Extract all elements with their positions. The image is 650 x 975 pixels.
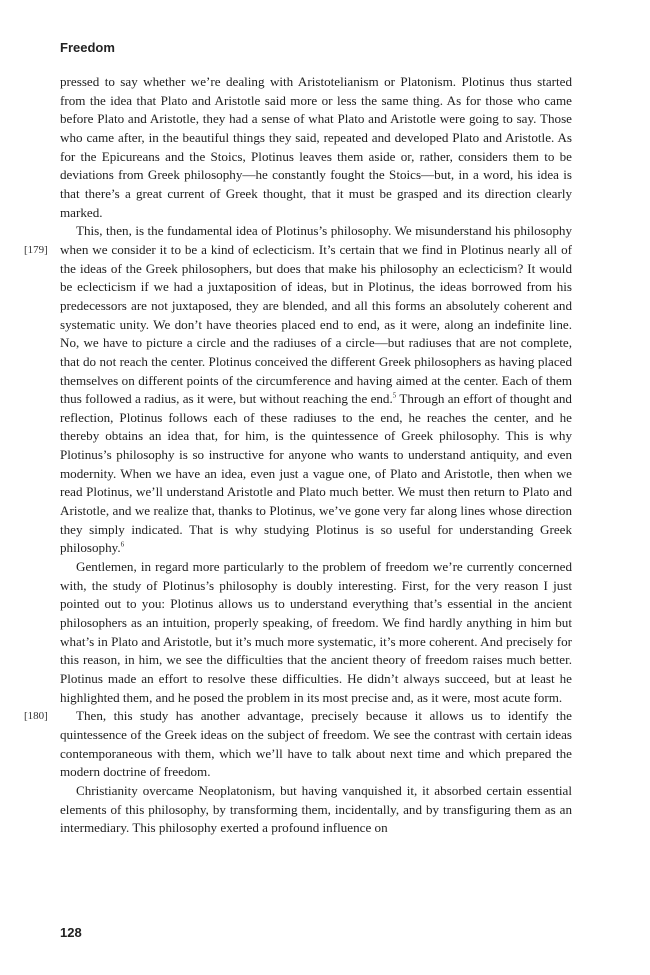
paragraph (24, 222, 572, 558)
page-number: 128 (60, 925, 82, 940)
paragraph: pressed to say whether we’re dealing with Aristotelianism or Platonism. Plotinus thus started from the idea that Plato and Aristotle said more or less the same thing. As for those who came before Plato and Aristotle, they had a sense of what Plato and Aristotle were going to say. Those who came after, in the beautiful things they said, repeated and developed Plato and Aristotle. As for the Epicureans and the Stoics, Plotinus leaves them aside or, rather, considers them to be deviations from Greek philosophy—he constantly fought the Stoics—but, in a word, his idea is that there’s a great current of Greek thought, that it must be grasped and its direction clearly marked. (60, 74, 572, 220)
paragraph-text: Then, this study has another advantage, precisely because it allows us to identify the quintessence of the Greek ideas on the subject of freedom. We see the contrast with certain ideas contemporaneous with them, which we’ll have to talk about next time and which prepared the modern doctrine of freedom. (60, 708, 572, 780)
paragraph-text: Through an effort of thought and reflection, Plotinus follows each of these radiuses to the end, he reaches the center, and he thereby obtains an idea that, for him, is the quintessence of Greek philosophy. This is why Plotinus’s philosophy is so instructive for anyone who wants to understand antiquity, and even modernity. When we have an idea, even just a vague one, of Plato and Aristotle, then when we read Plotinus, we’ll understand Aristotle and Plato much better. We must then return to Plato and Aristotle, and we realize that, thanks to Plotinus, we’ve gone very far along lines whose direction they simply indicated. That is why studying Plotinus is so useful for understanding Greek philosophy. (60, 391, 572, 556)
paragraph: Gentlemen, in regard more particularly to the problem of freedom we’re currently concerned with, the study of Plotinus’s philosophy is doubly interesting. First, for the very reason I just pointed out to you: Plotinus allows us to understand everything that’s essential in the ancient philosophers as an intuition, properly speaking, of freedom. We find hardly anything in him but what’s in Plato and Aristotle, but it’s much more systematic, it’s more coherent. And precisely for this reason, in him, we see the difficulties that the ancient theory of freedom raises much better. Plotinus made an effort to resolve these difficulties. He didn’t always succeed, but at least he highlighted them, and he posed the problem in its most precise and, as it were, most acute form. (60, 559, 572, 705)
footnote-ref: 5 (392, 391, 397, 400)
running-title: Freedom (60, 40, 115, 55)
margin-page-ref: [179] (24, 243, 48, 256)
body-text (24, 73, 572, 838)
paragraph: Christianity overcame Neoplatonism, but having vanquished it, it absorbed certain essential elements of this philosophy, by transforming them, incidentally, and by transfiguring them as an intermediary. This philosophy exerted a profound influence on (60, 782, 572, 836)
paragraph-text: This, then, is the fundamental idea of Plotinus’s philosophy. We misunderstand his philosophy when we consider it to be a kind of eclecticism. It’s certain that we find in Plotinus nearly all of the ideas of the Greek philosophers, but does that make his philosophy an eclecticism? It would be eclecticism if we had a juxtaposition of ideas, but in Plotinus, the ideas borrowed from his predecessors are not juxtaposed, they are blended, and all this forms an absolutely coherent and systematic unity. We don’t have theories placed end to end, as it were, along an indefinite line. No, we have to picture a circle and the radiuses of a circle—but radiuses that are not complete, that do not reach the center. Plotinus conceived the different Greek philosophers as having placed themselves on different points of the circumference and having aimed at the center. Each of them thus followed a radius, as it were, but without reaching the end. (60, 223, 572, 407)
footnote-ref: 6 (120, 541, 125, 550)
margin-page-ref: [180] (24, 710, 48, 723)
paragraph (24, 707, 572, 782)
